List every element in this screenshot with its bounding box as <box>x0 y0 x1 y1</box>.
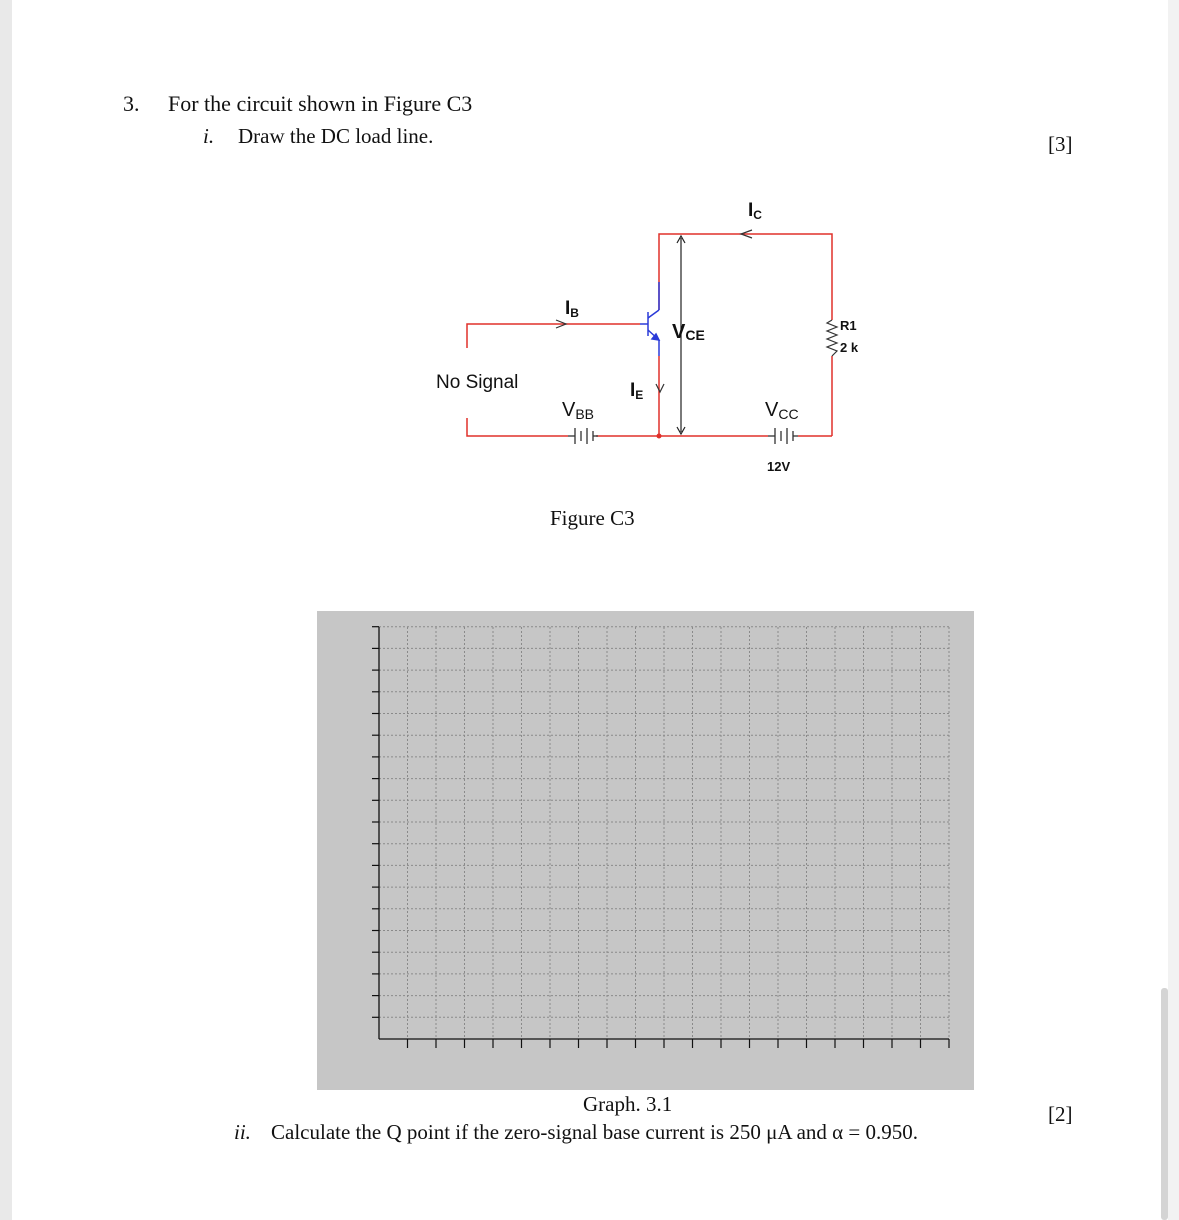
transistor-symbol <box>640 282 659 356</box>
circuit-diagram <box>0 0 1179 560</box>
part-i-text: Draw the DC load line. <box>238 124 434 148</box>
r1-name: R1 <box>840 318 857 333</box>
part-i-marks: [3] <box>1048 132 1073 156</box>
r1-resistor <box>827 320 837 356</box>
scrollbar-thumb[interactable] <box>1161 988 1168 1220</box>
part-i-label: i. <box>203 124 215 148</box>
part-ii-label: ii. <box>234 1120 251 1144</box>
ie-arrow <box>656 384 664 392</box>
blank-graph <box>317 611 974 1090</box>
graph-caption: Graph. 3.1 <box>583 1092 673 1116</box>
ib-label: IB <box>565 298 579 320</box>
base-wire <box>467 324 640 348</box>
emitter-junction <box>657 434 662 439</box>
vbb-label: VBB <box>562 399 595 422</box>
ic-label: IC <box>748 200 762 222</box>
part-ii-marks: [2] <box>1048 1102 1073 1126</box>
question-number: 3. <box>123 91 140 116</box>
vcc-value: 12V <box>767 459 791 474</box>
vcc-battery <box>768 428 798 444</box>
graph-background <box>317 611 974 1090</box>
r1-value: 2 k <box>840 340 859 355</box>
ie-label: IE <box>630 380 644 402</box>
ground-wire <box>467 418 568 436</box>
collector-wire <box>659 234 832 320</box>
question-text: For the circuit shown in Figure C3 <box>168 91 473 116</box>
input-label: No Signal <box>436 372 519 393</box>
figure-caption: Figure C3 <box>550 506 635 530</box>
part-ii-text: Calculate the Q point if the zero-signal base current is 250 μA and α = 0.950. <box>271 1120 919 1144</box>
vce-label: VCE <box>672 321 705 343</box>
vcc-label: VCC <box>765 399 799 422</box>
vbb-battery <box>568 428 598 444</box>
